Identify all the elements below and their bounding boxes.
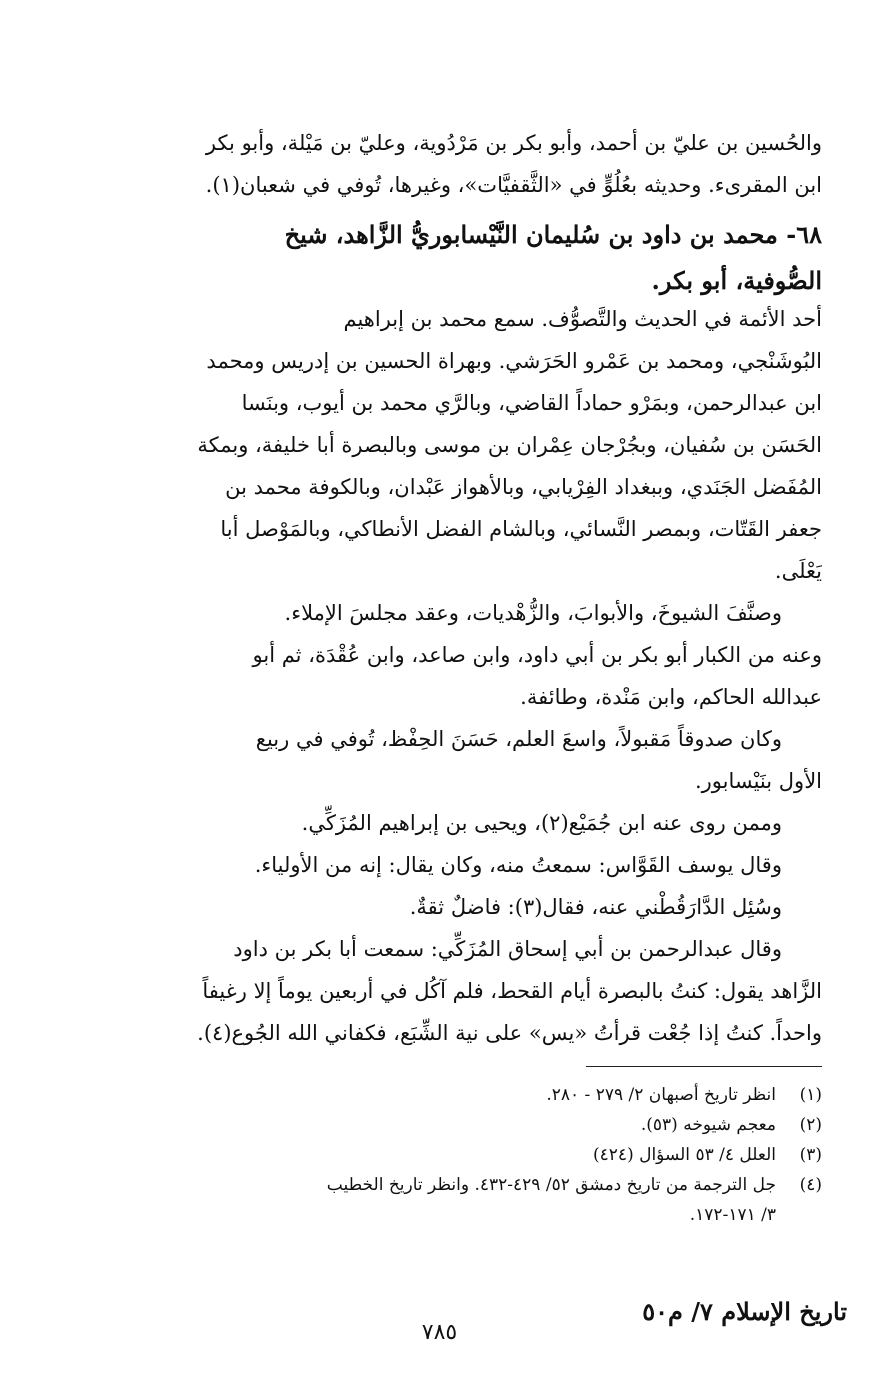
footnote-text: العلل ٤/ ٥٣ السؤال (٤٢٤)	[593, 1145, 776, 1165]
footnote-number-spacer	[776, 1200, 822, 1230]
footnote-number: (٢)	[799, 1115, 822, 1135]
page-number: ٧٨٥	[421, 1320, 458, 1345]
text-line: يَعْلَى.	[774, 559, 822, 583]
paragraph	[100, 886, 822, 928]
footnote-text: جل الترجمة من تاريخ دمشق ٥٢/ ٤٢٩-٤٣٢. وانظر تاريخ الخطيب	[326, 1175, 776, 1195]
text-line: وقال عبدالرحمن بن أبي إسحاق المُزَكِّي: سمعت أبا بكر بن داود	[233, 937, 782, 961]
paragraph	[100, 844, 822, 886]
entry-body	[100, 298, 822, 1054]
heading-line: ٦٨- محمد بن داود بن سُليمان النَّيْسابوريُّ الزَّاهد، شيخ	[284, 220, 822, 249]
footnote-continuation	[100, 1200, 822, 1230]
paragraph	[100, 592, 822, 718]
text-line: وممن روى عنه ابن جُمَيْع(٢)، ويحيى بن إبراهيم المُزَكِّي.	[301, 811, 782, 835]
text-line: البُوشَنْجي، ومحمد بن عَمْرو الحَرَشي. وبهراة الحسين بن إدريس ومحمد	[206, 349, 822, 373]
footnote-text: انظر تاريخ أصبهان ٢/ ٢٧٩ - ٢٨٠.	[546, 1085, 776, 1105]
text-line: المُفَضل الجَنَدي، وببغداد الفِرْيابي، وبالأهواز عَبْدان، وبالكوفة محمد بن	[225, 475, 822, 499]
text-line: وقال يوسف القَوَّاس: سمعتُ منه، وكان يقال: إنه من الأولياء.	[254, 853, 782, 877]
paragraph	[100, 718, 822, 802]
footnote	[100, 1170, 822, 1200]
text-line: وكان صدوقاً مَقبولاً، واسعَ العلم، حَسَنَ الحِفْظ، تُوفي في ربيع	[255, 727, 782, 751]
text-line: وعنه من الكبار أبو بكر بن أبي داود، وابن صاعد، وابن عُقْدَة، ثم أبو	[252, 643, 822, 667]
text-line: والحُسين بن عليّ بن أحمد، وأبو بكر بن مَرْدُوية، وعليّ بن مَيْلة، وأبو بكر	[205, 131, 822, 155]
footnote	[100, 1140, 822, 1170]
footnote-number: (١)	[799, 1085, 822, 1105]
footnote	[100, 1110, 822, 1140]
text-line: ابن عبدالرحمن، وبمَرْو حماداً القاضي، وبالرَّي محمد بن أيوب، وبنَسا	[241, 391, 822, 415]
text-line: الحَسَن بن سُفيان، وبجُرْجان عِمْران بن موسى وبالبصرة أبا خليفة، وبمكة	[197, 433, 822, 457]
footnotes	[100, 1080, 822, 1230]
footnote-text: ٣/ ١٧١-١٧٢.	[689, 1205, 776, 1225]
entry-heading	[100, 212, 822, 304]
heading-line: الصُّوفية، أبو بكر.	[651, 266, 822, 295]
text-line: الزَّاهد يقول: كنتُ بالبصرة أيام القحط، فلم آكُل في أربعين يوماً إلا رغيفاً	[202, 979, 822, 1003]
paragraph	[100, 928, 822, 1054]
text-line: وصنَّفَ الشيوخَ، والأبوابَ، والزُّهْديات، وعقد مجلسَ الإملاء.	[284, 601, 782, 625]
footnote-divider	[586, 1066, 822, 1067]
footnote-number: (٤)	[799, 1175, 822, 1195]
text-line: أحد الأئمة في الحديث والتَّصوُّف. سمع محمد بن إبراهيم	[343, 307, 822, 331]
text-line: ابن المقرىء. وحديثه بعُلُوٍّ في «الثَّقفيَّات»، وغيرها، تُوفي في شعبان(١).	[205, 173, 822, 197]
paragraph	[100, 802, 822, 844]
paragraph	[100, 298, 822, 592]
text-line: الأول بنَيْسابور.	[694, 769, 822, 793]
footnote-text: معجم شيوخه (٥٣).	[640, 1115, 776, 1135]
text-line: عبدالله الحاكم، وابن مَنْدة، وطائفة.	[520, 685, 822, 709]
text-line: جعفر القَتّات، وبمصر النَّسائي، وبالشام الفضل الأنطاكي، وبالمَوْصل أبا	[220, 517, 822, 541]
footnote	[100, 1080, 822, 1110]
signature-mark: تاريخ الإسلام ٧/ م٥٠	[642, 1297, 847, 1326]
text-line: واحداً. كنتُ إذا جُعْت قرأتُ «يس» على نية الشِّبَع، فكفاني الله الجُوع(٤).	[197, 1021, 822, 1045]
intro-text	[100, 122, 822, 206]
text-line: وسُئِل الدَّارَقُطْني عنه، فقال(٣): فاضلٌ ثقةٌ.	[409, 895, 782, 919]
footnote-number: (٣)	[799, 1145, 822, 1165]
